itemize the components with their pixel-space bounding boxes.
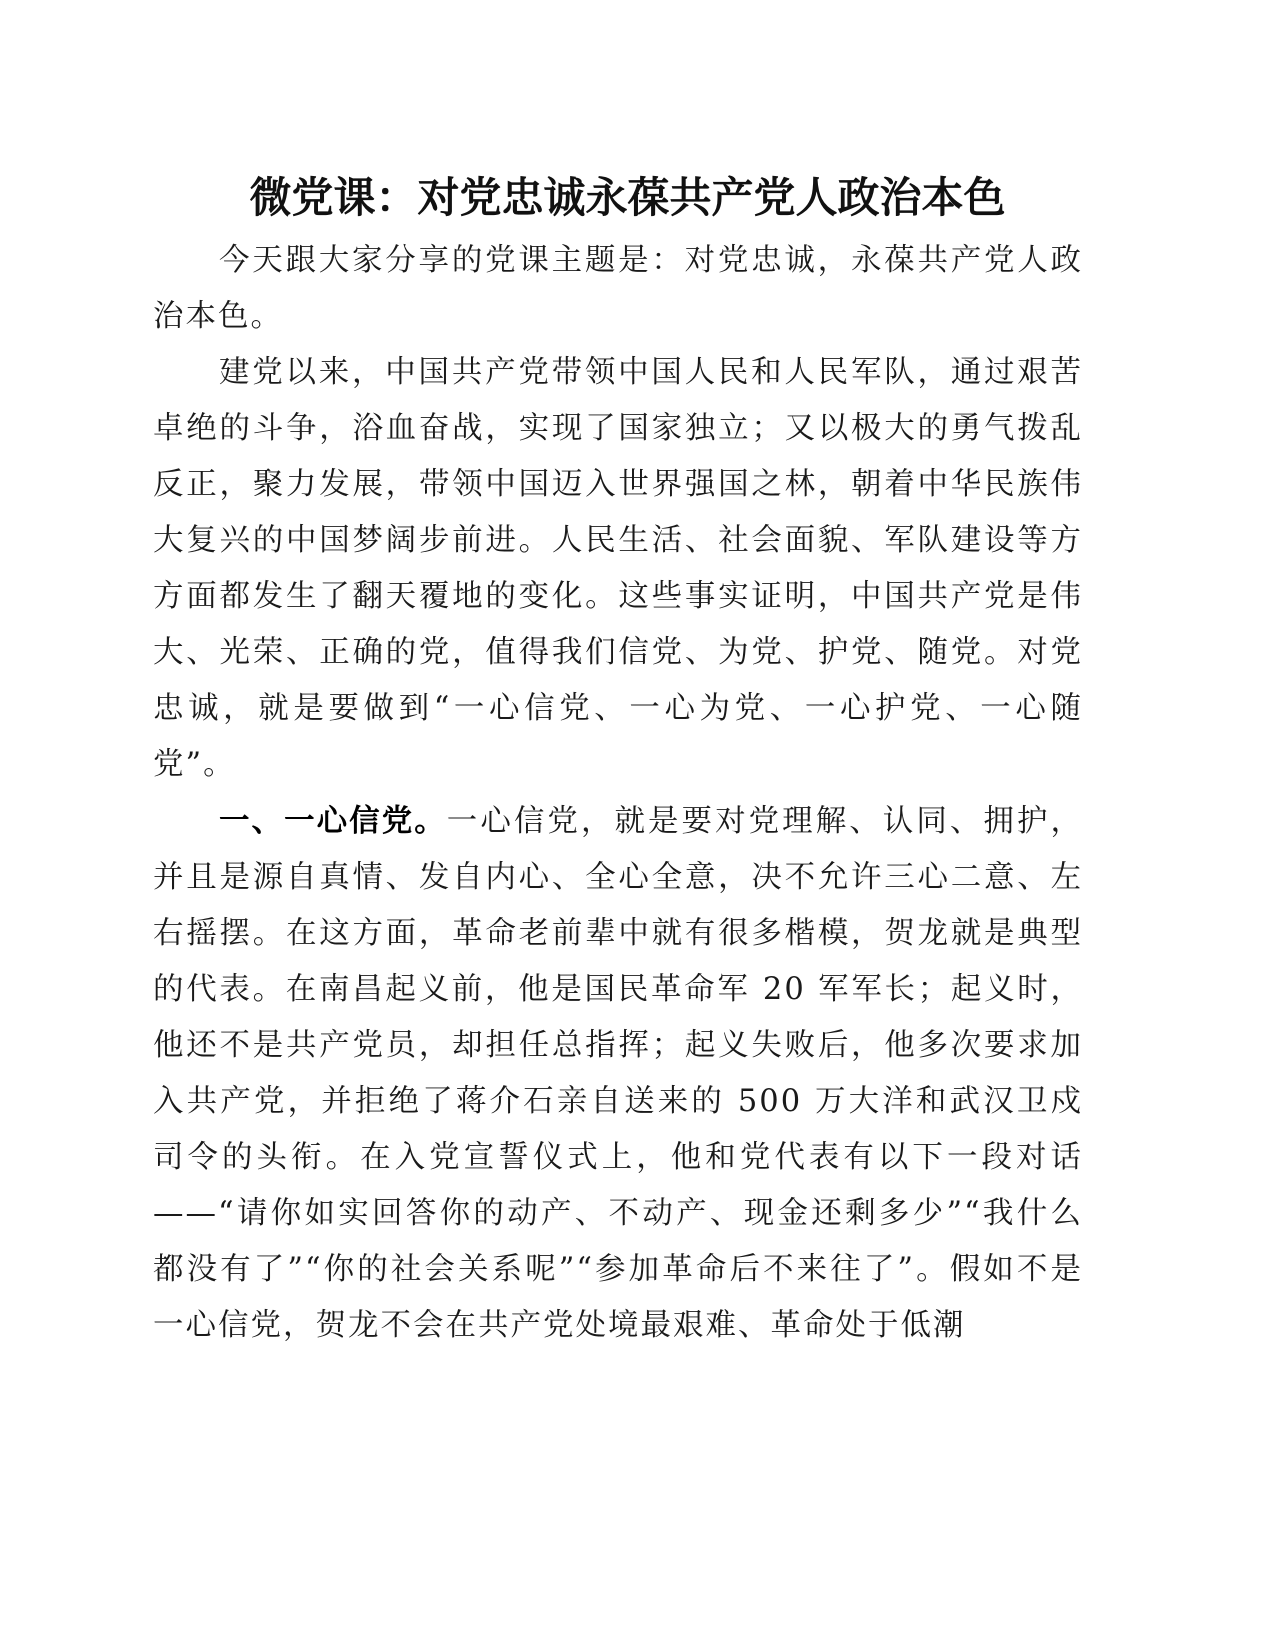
intro-paragraph: 今天跟大家分享的党课主题是：对党忠诚，永葆共产党人政治本色。 — [153, 243, 1083, 334]
section-one-heading: 一、一心信党。 — [219, 803, 447, 839]
document-title: 微党课：对党忠诚永葆共产党人政治本色 — [249, 173, 1006, 222]
section-one-body: 一心信党，就是要对党理解、认同、拥护，并且是源自真情、发自内心、全心全意，决不允许三心二意、左右摇摆。在这方面，革命老前辈中就有很多楷模，贺龙就是典型的代表。在南昌起义前，他是国民革命军 20 军军长；起义时，他还不是共产党员，却担任总指挥；起义失败后，他多次要求加入共产党，并拒绝了蒋介石亲自送来的 500 万大洋和武汉卫戍司令的头衔。在入党宣誓仪式上，他和党代表有以下一段对话——“请你如实回答你的动产、不动产、现金还剩多少”“我什么都没有了”“你的社会关系呢”“参加革命后不来往了”。假如不是一心信党，贺龙不会在共产党处境最艰难、革命处于低潮 — [153, 804, 1084, 1343]
document-body — [153, 233, 1083, 1354]
background-paragraph: 建党以来，中国共产党带领中国人民和人民军队，通过艰苦卓绝的斗争，浴血奋战，实现了国家独立；又以极大的勇气拨乱反正，聚力发展，带领中国迈入世界强国之林，朝着中华民族伟大复兴的中国梦阔步前进。人民生活、社会面貌、军队建设等方方面都发生了翻天覆地的变化。这些事实证明，中国共产党是伟大、光荣、正确的党，值得我们信党、为党、护党、随党。对党忠诚，就是要做到“一心信党、一心为党、一心护党、一心随党”。 — [153, 355, 1083, 782]
section-one-paragraph — [153, 793, 1083, 1354]
